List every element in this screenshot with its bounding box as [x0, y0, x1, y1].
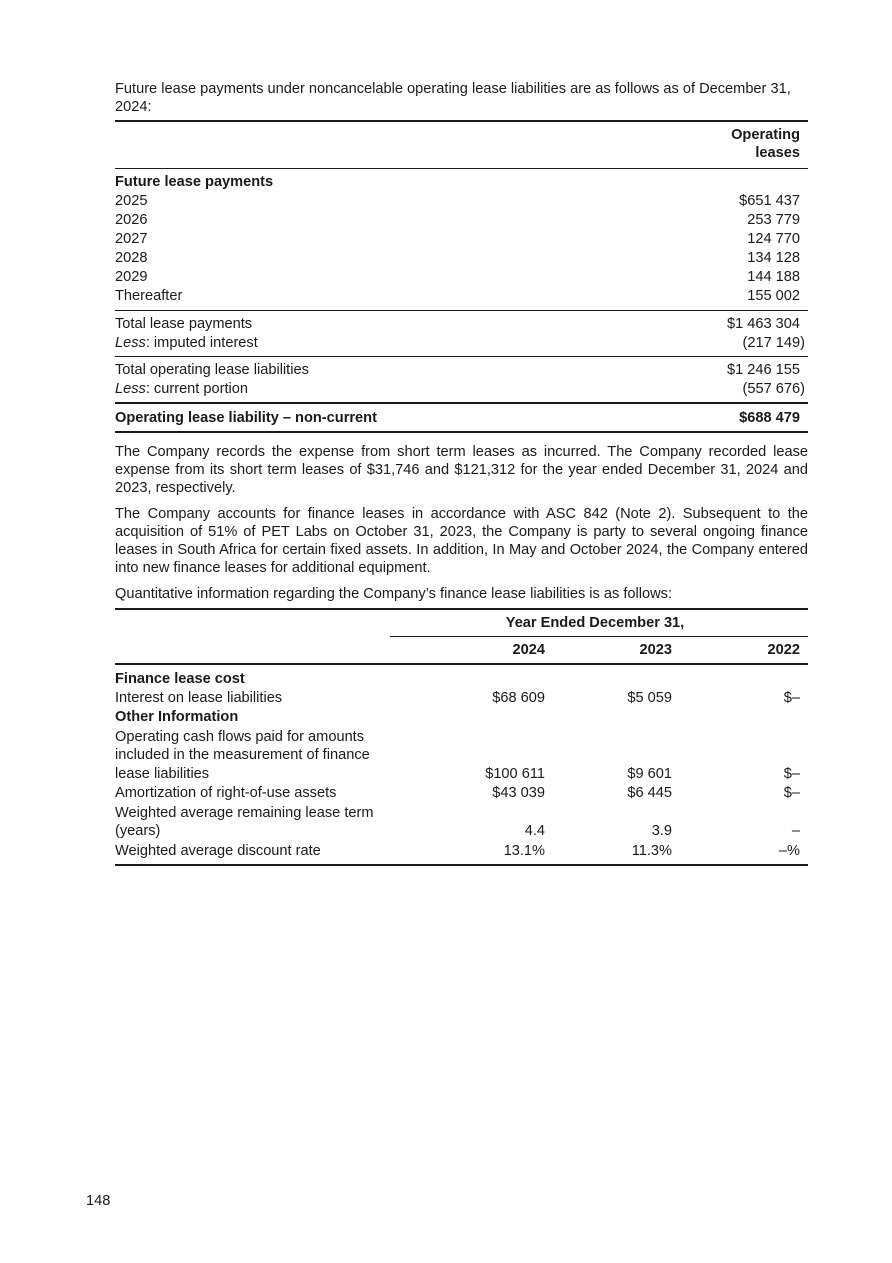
- table-row: [115, 689, 808, 708]
- row-label: 2027: [115, 231, 148, 247]
- row-label: Amortization of right-of-use assets: [115, 785, 337, 801]
- row-label: Thereafter: [115, 288, 183, 304]
- intro-paragraph: Future lease payments under noncancelable operating lease liabilities are as follows as of December 31, 2024:: [115, 81, 791, 115]
- section-title: Future lease payments: [115, 174, 274, 190]
- row-value: $1 246 155: [726, 362, 800, 378]
- row-label: 2029: [115, 269, 148, 285]
- row-value: $6 445: [627, 785, 672, 801]
- row-value: 155 002: [747, 288, 800, 304]
- group-header-row: [115, 610, 808, 636]
- table-row: [115, 842, 808, 861]
- row-value: (557 676): [742, 381, 805, 397]
- row-label: Operating cash flows paid for amounts included in the measurement of finance lease liabilities: [115, 728, 370, 782]
- row-value: $–: [783, 785, 800, 801]
- table-row: [115, 192, 808, 211]
- row-value: $5 059: [627, 689, 672, 706]
- row-label: 2025: [115, 193, 148, 209]
- row-value: $9 601: [627, 765, 672, 782]
- table-row: [115, 784, 808, 803]
- imputed-interest-row: [115, 334, 808, 353]
- column-header-line2: leases: [755, 145, 800, 161]
- table-bottom-rule: [115, 864, 808, 866]
- row-value: $1 463 304: [726, 316, 800, 332]
- section-title: Finance lease cost: [115, 671, 245, 687]
- short-term-lease-paragraph: The Company records the expense from short term leases as incurred. The Company recorded lease expense from its short term leases of $31,746 and $121,312 for the year ended December 31, 2024 and 2023, respectively.: [115, 444, 808, 496]
- row-value: 4.4: [524, 823, 545, 839]
- year-header-row: [115, 637, 808, 663]
- row-value: $68 609: [492, 689, 545, 706]
- row-label: Weighted average remaining lease term (years): [115, 804, 374, 839]
- row-value: $688 479: [739, 410, 800, 426]
- page-number: 148: [86, 1193, 111, 1209]
- row-value: $100 611: [485, 765, 545, 782]
- row-label: 2026: [115, 212, 148, 228]
- year-header: 2024: [512, 641, 545, 658]
- row-label: Less: imputed interest: [115, 335, 258, 351]
- operating-lease-table: [115, 120, 808, 433]
- row-value: 144 188: [747, 269, 800, 285]
- table-row: [115, 211, 808, 230]
- table-row: [115, 728, 808, 784]
- year-header: 2023: [639, 641, 672, 658]
- table-header: [115, 122, 808, 168]
- total-liabilities-row: [115, 361, 808, 380]
- section-title-row: [115, 708, 808, 727]
- row-value: –: [791, 823, 800, 839]
- year-header: 2022: [767, 641, 800, 658]
- row-label: Operating lease liability – non-current: [115, 410, 377, 426]
- row-label: Total lease payments: [115, 316, 253, 332]
- row-value: $–: [783, 689, 800, 706]
- row-label: 2028: [115, 250, 148, 266]
- row-value: 3.9: [651, 823, 672, 839]
- row-value: 253 779: [747, 212, 800, 228]
- section-title: Other Information: [115, 709, 239, 725]
- page-content: [115, 80, 808, 866]
- row-value: $651 437: [739, 193, 800, 209]
- row-value: –%: [778, 842, 800, 859]
- row-label: Interest on lease liabilities: [115, 689, 283, 706]
- row-value: $–: [783, 765, 800, 782]
- row-value: 13.1%: [503, 842, 545, 859]
- table-row: [115, 249, 808, 268]
- current-portion-row: [115, 380, 808, 399]
- table-row: [115, 804, 808, 841]
- row-value: 134 128: [747, 250, 800, 266]
- total-payments-row: [115, 315, 808, 334]
- section-title-row: [115, 173, 808, 192]
- finance-lease-table: [115, 608, 808, 866]
- quantitative-info-paragraph: Quantitative information regarding the Company’s finance lease liabilities is as follows:: [115, 586, 673, 602]
- table-row: [115, 230, 808, 249]
- section-title-row: [115, 670, 808, 689]
- group-header: Year Ended December 31,: [505, 614, 685, 631]
- row-value: 11.3%: [631, 842, 672, 859]
- column-header-line1: Operating: [731, 127, 800, 143]
- table-row: [115, 268, 808, 287]
- row-label: Total operating lease liabilities: [115, 362, 309, 378]
- row-value: $43 039: [492, 785, 545, 801]
- row-label: Less: current portion: [115, 381, 249, 397]
- table-row: [115, 287, 808, 306]
- finance-lease-paragraph: The Company accounts for finance leases in accordance with ASC 842 (Note 2). Subsequent to the acquisition of 51% of PET Labs on October 31, 2023, the Company is party to several ongoing finance leases in South Africa for certain fixed assets. In addition, In May and October 2024, the Company entered into new finance leases for additional equipment.: [115, 506, 808, 576]
- table-bottom-rule: [115, 431, 808, 433]
- row-value: (217 149): [742, 335, 805, 351]
- non-current-row: [115, 409, 808, 428]
- row-label: Weighted average discount rate: [115, 842, 321, 859]
- row-value: 124 770: [747, 231, 800, 247]
